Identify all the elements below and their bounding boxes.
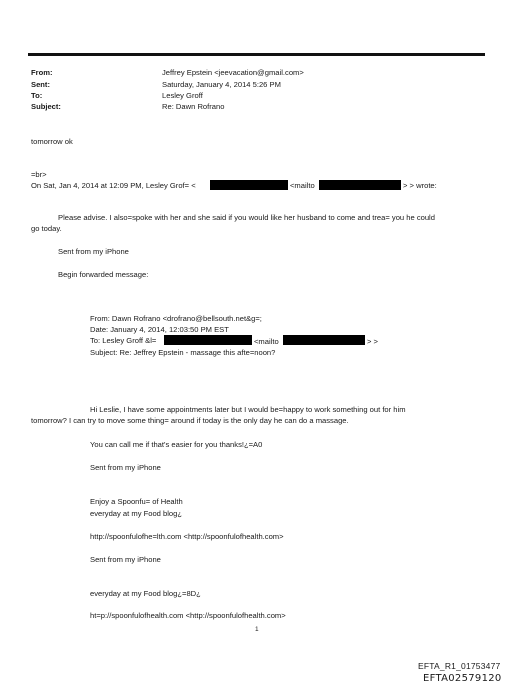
fwd-subject: Subject: Re: Jeffrey Epstein - massage this afte=noon?: [90, 348, 276, 357]
fwd-from: From: Dawn Rofrano <drofrano@bellsouth.net&g=;: [90, 314, 262, 323]
on-line-start: On Sat, Jan 4, 2014 at 12:09 PM, Lesley Grof= <: [31, 181, 196, 190]
sent-value: Saturday, January 4, 2014 5:26 PM: [162, 80, 281, 89]
redaction-block: [164, 335, 252, 345]
subject-value: Re: Dawn Rofrano: [162, 102, 225, 111]
br-text: =br>: [31, 170, 47, 179]
bates-number-2: EFTA02579120: [423, 673, 502, 684]
fwd-mailto: <mailto: [254, 337, 279, 346]
hi-line-2: tomorrow? I can try to move some thing= around if today is the only day he can do a massage.: [31, 416, 349, 425]
to-label: To:: [31, 91, 43, 100]
page-number: 1: [255, 626, 259, 633]
everyday-line: everyday at my Food blog¿=8D¿: [90, 589, 201, 598]
sent-from-iphone: Sent from my iPhone: [90, 555, 161, 564]
fwd-to-end: > >: [367, 337, 378, 346]
subject-label: Subject:: [31, 102, 61, 111]
reply-text: tomorrow ok: [31, 137, 73, 146]
redaction-block: [283, 335, 365, 345]
redaction-block: [319, 180, 401, 190]
everyday-line: everyday at my Food blog¿: [90, 509, 183, 518]
call-me: You can call me if that's easier for you thanks!¿=A0: [90, 440, 263, 449]
sent-label: Sent:: [31, 80, 50, 89]
to-value: Lesley Groff: [162, 91, 203, 100]
header-rule: [28, 53, 485, 56]
fwd-to-start: To: Lesley Groff &l=: [90, 336, 157, 345]
link-line: http://spoonfulofhe=lth.com <http://spoonfulofhealth.com>: [90, 532, 284, 541]
redaction-block: [210, 180, 288, 190]
hi-line-1: Hi Leslie, I have some appointments later but I would be=happy to work something out for him: [90, 405, 406, 414]
enjoy-line: Enjoy a Spoonfu= of Health: [90, 497, 183, 506]
from-value: Jeffrey Epstein <jeevacation@gmail.com>: [162, 68, 304, 77]
begin-forwarded: Begin forwarded message:: [58, 270, 149, 279]
bates-number-1: EFTA_R1_01753477: [418, 661, 501, 671]
please-line-1: Please advise. I also=spoke with her and she said if you would like her husband to come and trea= you he could: [58, 213, 435, 222]
please-line-2: go today.: [31, 224, 62, 233]
link-line: ht=p://spoonfulofhealth.com <http://spoonfulofhealth.com>: [90, 611, 286, 620]
wrote-text: > > wrote:: [403, 181, 437, 190]
sent-from-iphone: Sent from my iPhone: [90, 463, 161, 472]
sent-from-iphone: Sent from my iPhone: [58, 247, 129, 256]
fwd-date: Date: January 4, 2014, 12:03:50 PM EST: [90, 325, 229, 334]
from-label: From:: [31, 68, 53, 77]
mailto-text: <mailto: [290, 181, 315, 190]
